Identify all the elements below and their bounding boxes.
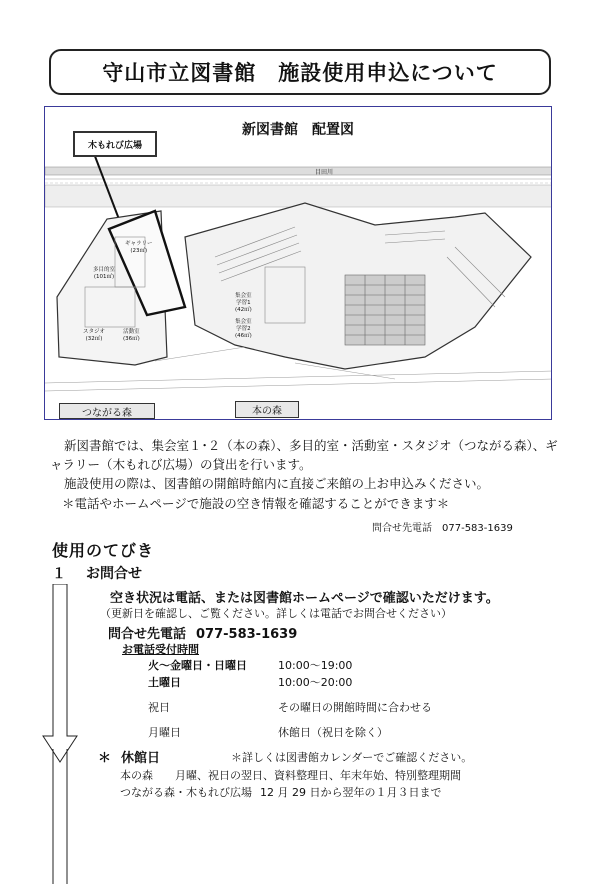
label-hon-forest: 本の森	[235, 401, 299, 418]
guide-heading: 使用のてびき	[52, 541, 155, 560]
section-heading	[52, 563, 142, 583]
section-title: お問合せ	[86, 566, 142, 582]
label-komorebi-plaza: 木もれび広場	[73, 131, 157, 157]
closed-days-heading	[98, 747, 160, 766]
hours-time: 10:00～19:00	[278, 659, 353, 672]
hours-day: 土曜日	[148, 676, 181, 689]
room-meeting-1: 集会室 学習1 (42㎡)	[235, 293, 252, 313]
availability-text: 空き状況は電話、または図書館ホームページで確認いただけます。	[110, 591, 499, 606]
closed-place: つながる森・木もれび広場	[120, 786, 252, 799]
hours-time: その曜日の開館時間に合わせる	[278, 701, 432, 714]
hours-day: 火～金曜日・日曜日	[148, 659, 247, 672]
intro-paragraph-3: ＊電話やホームページで施設の空き情報を確認することができます＊	[62, 496, 450, 511]
room-multipurpose: 多目的室 (101㎡)	[93, 267, 116, 280]
intro-paragraph-1: 新図書館では、集会室１･２（本の森）、多目的室・活動室・スタジオ（つながる森）、ギャラリー（木もれび広場）の貸出を行います。	[50, 438, 558, 472]
hours-day: 月曜日	[148, 726, 181, 739]
phone-hours-heading: お電話受付時間	[122, 643, 199, 656]
hours-day: 祝日	[148, 701, 170, 714]
closed-star: ＊	[98, 751, 112, 766]
closed-row	[120, 767, 461, 783]
page-title: 守山市立図書館 施設使用申込について	[49, 49, 551, 95]
intro-contact	[372, 519, 513, 534]
section-number: １	[52, 566, 66, 582]
closed-place: 本の森	[120, 769, 153, 782]
room-activity: 活動室 (36㎡)	[123, 329, 140, 342]
closed-title: 休館日	[121, 751, 161, 766]
hours-time: 10:00～20:00	[278, 676, 353, 689]
closed-row	[120, 784, 441, 800]
guide-tel-label: 問合せ先電話	[108, 627, 187, 642]
closed-days-note: ＊詳しくは図書館カレンダーでご確認ください。	[231, 751, 473, 764]
guide-tel	[108, 623, 297, 642]
room-meeting-2: 集会室 学習2 (46㎡)	[235, 319, 252, 339]
map-title: 新図書館 配置図	[242, 122, 354, 138]
intro-paragraph-2: 施設使用の際は、図書館の開館時館内に直接ご来館の上お申込みください。	[64, 476, 490, 491]
guide-tel-number: 077-583-1639	[196, 627, 298, 642]
availability-note: （更新日を確認し、ご覧ください。詳しくは電話でお問合せください）	[100, 607, 452, 620]
hours-time: 休館日（祝日を除く）	[278, 726, 388, 739]
closed-days: 12 月 29 日から翌年の１月３日まで	[260, 786, 442, 799]
contact-label: 問合せ先電話	[372, 523, 432, 534]
label-tsunagaru-forest: つながる森	[59, 403, 155, 419]
contact-tel: 077-583-1639	[442, 523, 513, 534]
river-label: 目田川	[315, 169, 334, 176]
closed-days: 月曜、祝日の翌日、資料整理日、年末年始、特別整理期間	[175, 769, 461, 782]
flow-arrow	[42, 584, 78, 884]
room-studio: スタジオ (32㎡)	[83, 329, 106, 342]
site-map	[44, 106, 552, 420]
room-gallery: ギャラリー (23㎡)	[125, 241, 153, 254]
